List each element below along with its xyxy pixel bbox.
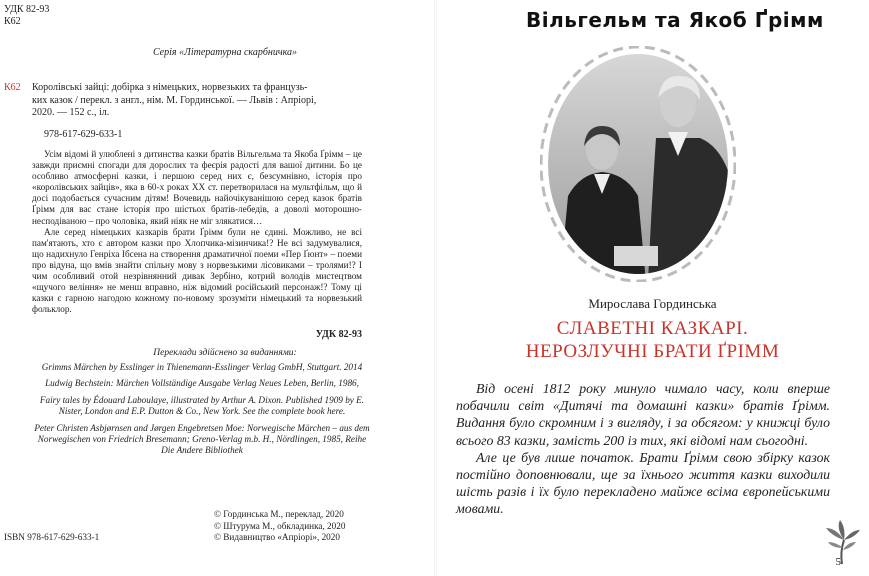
chapter-title-line: НЕРОЗЛУЧНІ БРАТИ ҐРІММ bbox=[525, 341, 780, 362]
flower-icon bbox=[822, 518, 862, 571]
bibliographic-description bbox=[32, 82, 362, 120]
annotation-paragraph: Усім відомі й улюблені з дитинства казки братів Вільгельма та Якоба Ґрімм – це завжди приємні спогади для дорослих та феєрія радості для вашої дитини. Бо це особливо атмосферні казки, і першою серед них є, безсумнівно, історія про «королівських зайців», яка в 60-х роках ХХ ст. перетворилася на мультфільм, що й досі подобається сучасним дітям! Вочевидь найочікуванішою серед казок братів Ґрімм для вас стане історія про шістьох братів-лебедів, а доволі моторошно-несподіваною – про чоловіка, який ніяк не міг злякатися… bbox=[32, 149, 362, 226]
author-name: Мирослава Гординська bbox=[588, 296, 717, 311]
copyright-block bbox=[214, 509, 345, 544]
annotation bbox=[32, 149, 362, 315]
flower-svg bbox=[822, 518, 862, 566]
source-item: Fairy tales by Édouard Laboulaye, illustrated by Arthur A. Dixon. Published 1909 by E. Nister, London and E.P. Dutton & Co., New York. See the complete book here. bbox=[39, 394, 365, 417]
copyright-line: © Гординська М., переклад, 2020 bbox=[214, 509, 344, 519]
chapter-title-line: СЛАВЕТНІ КАЗКАРІ. bbox=[556, 318, 749, 339]
biblio-line: ких казок / перекл. з англ., нім. М. Гординської. — Львів : Апріорі, bbox=[32, 94, 317, 106]
source-list bbox=[34, 362, 370, 462]
right-page bbox=[436, 0, 869, 576]
page-number: 5 bbox=[835, 556, 841, 568]
body-paragraph: Від осені 1812 року минуло чимало часу, коли вперше побачили світ «Дитячі та домашні казки» братів Ґрімм. Видання було скромним і з вигляду, і за обсягом: у книжці було всього 83 казки, замість 200 із тих, які відомі нам сьогодні. bbox=[456, 381, 830, 448]
series-title: Серія «Літературна скарбничка» bbox=[152, 47, 298, 58]
biblio-line: Королівські зайці: добірка з німецьких, норвезьких та французь- bbox=[32, 82, 308, 93]
udk-bottom: УДК 82-93 bbox=[315, 329, 362, 340]
body-paragraph: Але це був лише початок. Брати Ґрімм свою збірку казок постійно доповнювали, ще за їхнього життя казки виходили шість разів і їх було перекладено майже всіма європейськими мовами. bbox=[456, 449, 830, 517]
body-text bbox=[456, 380, 830, 518]
source-item: Grimms Märchen by Esslinger in Thienemann-Esslinger Verlag GmbH, Stuttgart. 2014 bbox=[41, 362, 363, 372]
source-item: Peter Christen Asbjørnsen and Jørgen Engebretsen Moe: Norwegische Märchen – aus dem Norwegischen von Friedrich Bresemann; Greno-Verlag m.b. H., Nördlingen, 1985, Reihe Die Andere Bibliothek bbox=[34, 422, 370, 456]
source-item: Ludwig Bechstein: Märchen Vollständige Ausgabe Verlag Neues Leben, Berlin, 1986, bbox=[45, 378, 359, 389]
translation-heading: Переклади здійснено за виданнями: bbox=[153, 348, 297, 358]
isbn-top: 978-617-629-633-1 bbox=[44, 129, 123, 140]
portrait-illustration bbox=[540, 46, 736, 282]
copyright-line: © Штурума М., обкладинка, 2020 bbox=[214, 520, 346, 531]
isbn-bottom: ISBN 978-617-629-633-1 bbox=[4, 532, 100, 542]
chapter-title bbox=[436, 317, 869, 363]
k62-red-mark: К62 bbox=[4, 82, 21, 93]
banner-title: Вільгельм та Якоб Ґрімм bbox=[526, 8, 824, 32]
udk-header bbox=[4, 4, 49, 28]
portrait-svg bbox=[540, 46, 736, 282]
annotation-paragraph: Але серед німецьких казкарів брати Ґрімм були не єдині. Можливо, не всі пам'ятають, хто є автором казки про Хлопчика-мізинчика!? Не всі задумувалися, що надихнуло Генріха Ібсена на створення драматичної поеми «Пер Ґюнт» – поеми про відуна, що вмів знайти спільну мову з норвезькими лісовиками – тролями!? І чим особливий отой незрівнянний дивак Зербіно, котрий володів мистецтвом «щучого веління» не менш вправно, ніж відомий російський персонаж!? Тому ці казки є гарною нагодою кожному по-новому зрозуміти німецький та норвезький фольклор. bbox=[32, 226, 362, 315]
udk-code: УДК 82-93 bbox=[4, 4, 50, 15]
biblio-line: 2020. — 152 с., іл. bbox=[32, 107, 110, 118]
k62-code: К62 bbox=[4, 16, 21, 27]
copyright-line: © Видавництво «Апріорі», 2020 bbox=[214, 532, 340, 542]
